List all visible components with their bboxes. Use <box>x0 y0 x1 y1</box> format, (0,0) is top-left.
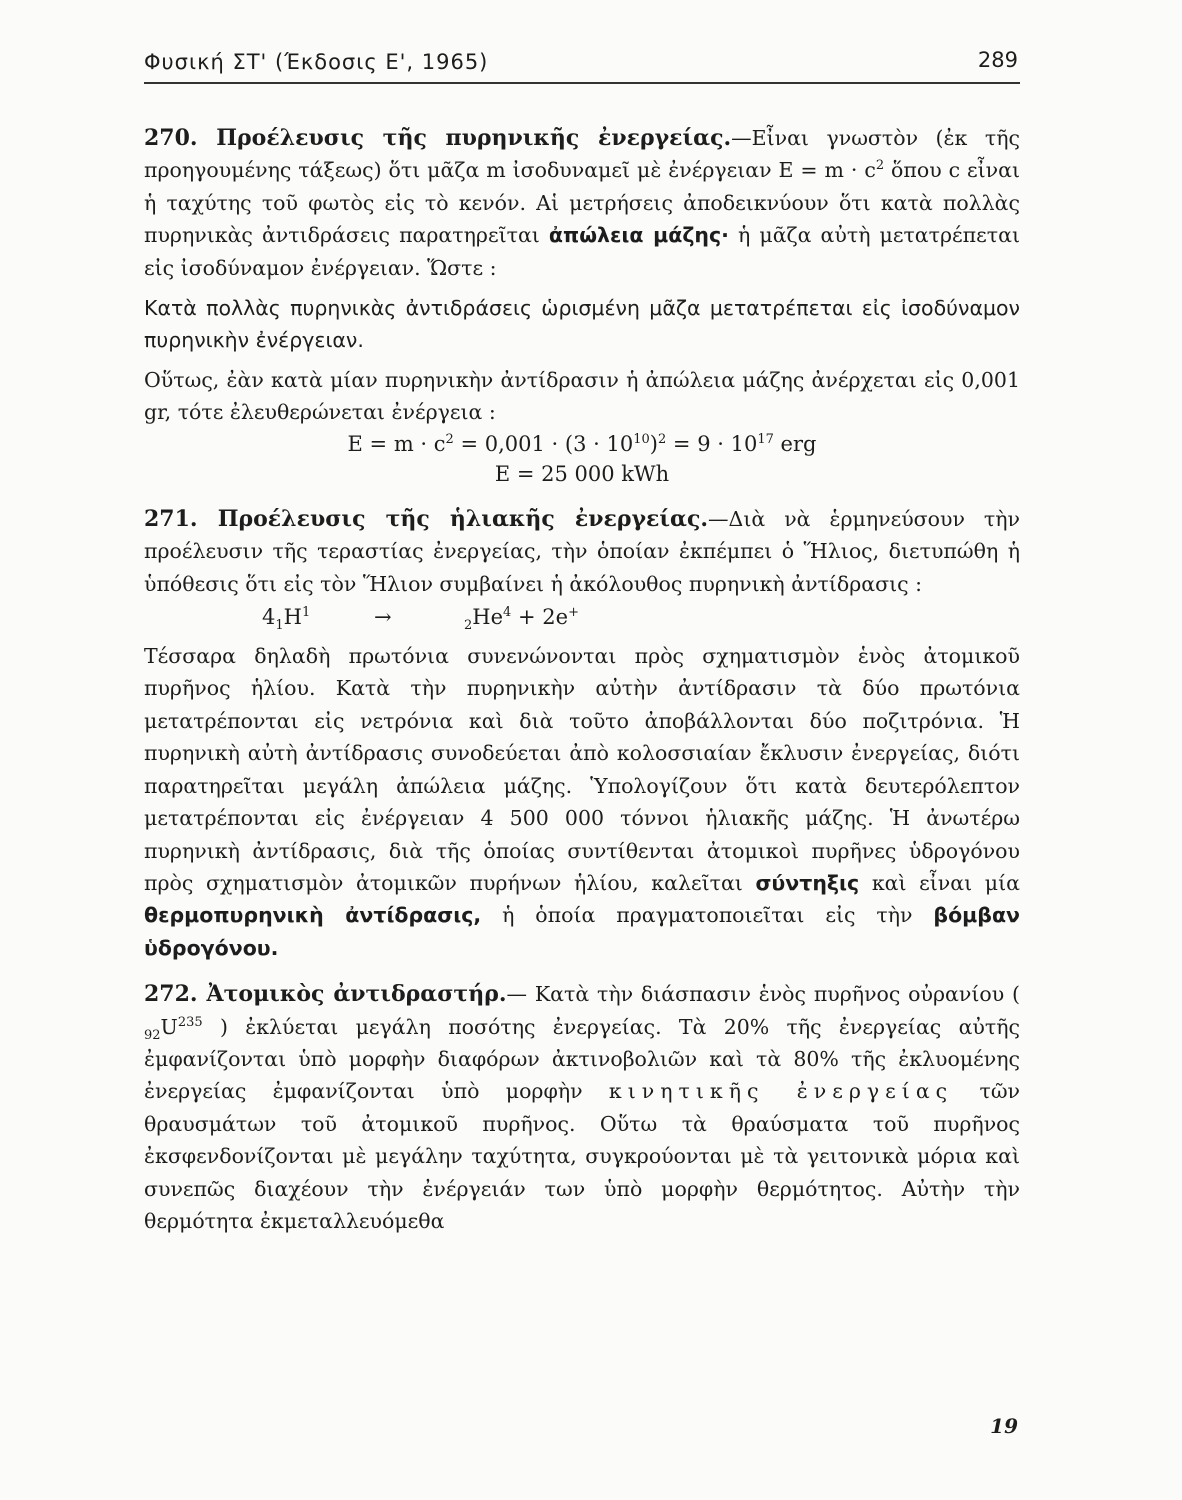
section-271-mid2: ἡ ὁποία πραγματοποιεῖται εἰς τὴν <box>502 903 913 928</box>
reactant-coefficient: 4 <box>262 605 276 630</box>
c-squared-exponent: 2 <box>875 158 885 174</box>
eq1-exp-4: 17 <box>757 431 774 447</box>
reaction-arrow: → <box>374 605 392 630</box>
section-272-text-3: τῶν θραυσμάτων τοῦ ἀτομικοῦ πυρῆνος. Οὕτω τὰ θραύσματα τοῦ πυρῆνος ἐκσφενδονίζονται μὲ μεγάλην ταχύτητα, συγκρούονται μὲ τὰ γειτονικὰ μόρια καὶ συνεπῶς διαχέουν τὴν ἐνέργειάν των ὑπὸ μορφὴν θερμότητος. Αὐτὴν τὴν θερμότητα ἐκμεταλλευόμεθα <box>144 1079 1021 1233</box>
eq1-part-c: ) <box>649 431 658 456</box>
positron-charge: + <box>568 605 579 621</box>
signature-folio: 19 <box>990 1414 1018 1438</box>
section-271-text: Τέσσαρα δηλαδὴ πρωτόνια συνενώνονται πρὸς σχηματισμὸν ἑνὸς ἀτομικοῦ πυρῆνος ἡλίου. Κατὰ τὴν πυρηνικὴν αὐτὴν ἀντίδρασιν τὰ δύο πρωτόνια μετατρέπονται εἰς νετρόνια καὶ διὰ τοῦτο ἀποβάλλονται δύο ποζιτρόνια. Ἡ πυρηνικὴ αὐτὴ ἀντίδρασις συνοδεύεται ἀπὸ κολοσσιαίαν ἔκλυσιν ἐνεργείας, διότι παρατηρεῖται μεγάλη ἀπώλεια μάζης. Ὑπολογίζουν ὅτι κατὰ δευτερόλεπτον μετατρέπονται εἰς ἐνέργειαν 4 500 000 τόννοι ἡλιακῆς μάζης. Ἡ ἀνωτέρω πυρηνικὴ ἀντίδρασις, διὰ τῆς ὁποίας συντίθενται ἀτομικοὶ πυρῆνες ὑδρογόνου πρὸς σχηματισμὸν ἀτομικῶν πυρήνων ἡλίου, καλεῖται <box>144 644 1020 895</box>
uranium-atomic-number: 92 <box>144 1027 161 1043</box>
section-270-example: Οὕτως, ἐὰν κατὰ μίαν πυρηνικὴν ἀντίδρασιν ἡ ἀπώλεια μάζης ἀνέρχεται εἰς 0,001 gr, τότε ἐλευθερώνεται ἐνέργεια : <box>144 368 1020 425</box>
eq1-exp-3: 2 <box>657 431 667 447</box>
hydrogen-bomb-term: βόμβαν ὑδρογόνου. <box>144 903 1020 960</box>
running-head <box>144 46 1020 84</box>
section-270-text-2: ὅπου c εἶναι ἡ ταχύτης τοῦ φωτὸς εἰς τὸ κενόν. Αἱ μετρήσεις ἀποδεικνύουν ὅτι κατὰ πολλὰς πυρηνικὰς ἀντιδράσεις παρατηρεῖται <box>144 158 1021 248</box>
eq1-part-a: E = m · c <box>347 431 446 456</box>
section-271-heading: 271. Προέλευσις τῆς ἡλιακῆς ἐνεργείας. <box>144 505 709 532</box>
section-272-paragraph <box>144 978 1020 1237</box>
running-head-title: Φυσική ΣΤ' (Έκδοσις Ε', 1965) <box>144 50 489 74</box>
section-272-heading: 272. Ἀτομικὸς ἀντιδραστήρ. <box>144 981 507 1008</box>
eq1-part-b: = 0,001 · (3 · 10 <box>453 431 634 456</box>
section-270-heading: 270. Προέλευσις τῆς πυρηνικῆς ἐνεργείας. <box>144 125 732 151</box>
reactant-atomic-number: 1 <box>275 618 284 634</box>
positrons: + 2e <box>518 605 569 630</box>
page-body <box>144 122 1020 1237</box>
energy-equation-2: E = 25 000 kWh <box>494 461 670 486</box>
section-270-paragraph <box>144 122 1020 284</box>
eq1-exp-1: 2 <box>445 431 454 447</box>
section-270-rule: Κατὰ πολλὰς πυρηνικὰς ἀντιδράσεις ὡρισμένη μᾶζα μετατρέπεται εἰς ἰσοδύναμον πυρηνικὴν ἐνέργειαν. <box>144 296 1020 353</box>
product-element: He <box>472 605 504 630</box>
section-270-text-3: ἡ μᾶζα αὐτὴ μετατρέπεται εἰς ἰσοδύναμον ἐνέργειαν. Ὥστε : <box>144 223 1020 280</box>
mass-loss-bold: ἀπώλεια μάζης· <box>548 223 729 248</box>
reaction-product <box>464 600 579 634</box>
uranium-element: U <box>160 1014 178 1039</box>
product-mass-number: 4 <box>503 605 512 621</box>
section-271-intro-text: —Διὰ νὰ ἑρμηνεύσουν τὴν προέλευσιν τῆς τεραστίας ἐνεργείας, τὴν ὁποίαν ἐκπέμπει ὁ Ἥλιος, διετυπώθη ἡ ὑπόθεσις ὅτι εἰς τὸν Ἥλιον συμβαίνει ἡ ἀκόλουθος πυρηνικὴ ἀντίδρασις : <box>144 506 1020 596</box>
kinetic-energy-spaced: κινητικῆς ἐνεργείας <box>608 1079 954 1104</box>
section-271-body <box>144 640 1020 964</box>
uranium-mass-number: 235 <box>177 1014 203 1030</box>
section-272-text-1: — Κατὰ τὴν διάσπασιν ἑνὸς πυρῆνος οὐρανίου ( <box>506 982 1020 1007</box>
page-number: 289 <box>977 48 1018 72</box>
eq1-part-d: = 9 · 10 <box>666 431 758 456</box>
eq1-exp-2: 10 <box>633 431 650 447</box>
section-272-text-2: ) ἐκλύεται μεγάλη ποσότης ἐνεργείας. Τὰ 20% τῆς ἐνεργείας αὐτῆς ἐμφανίζονται ὑπὸ μορφὴν διαφόρων ἀκτινοβολιῶν καὶ τὰ 80% τῆς ἐκλυομένης ἐνεργείας ἐμφανίζονται ὑπὸ μορφὴν <box>144 1014 1020 1104</box>
reactant-element: H <box>283 605 302 630</box>
fusion-reaction <box>144 600 1020 640</box>
reactant-mass-number: 1 <box>301 605 311 621</box>
section-270-text-1: —Εἶναι γνωστὸν (ἐκ τῆς προηγουμένης τάξεως) ὅτι μᾶζα m ἰσοδυναμεῖ μὲ ἐνέργειαν E = m · c <box>144 126 1020 183</box>
eq1-part-e: erg <box>773 431 817 456</box>
fusion-term: σύντηξις <box>755 870 860 895</box>
energy-equation-1 <box>144 429 1020 459</box>
thermonuclear-term: θερμοπυρηνικὴ ἀντίδρασις, <box>144 903 482 928</box>
product-atomic-number: 2 <box>464 618 473 634</box>
reaction-reactant <box>262 600 310 634</box>
section-271-intro <box>144 503 1020 600</box>
section-271-mid: καὶ εἶναι μία <box>871 870 1020 895</box>
